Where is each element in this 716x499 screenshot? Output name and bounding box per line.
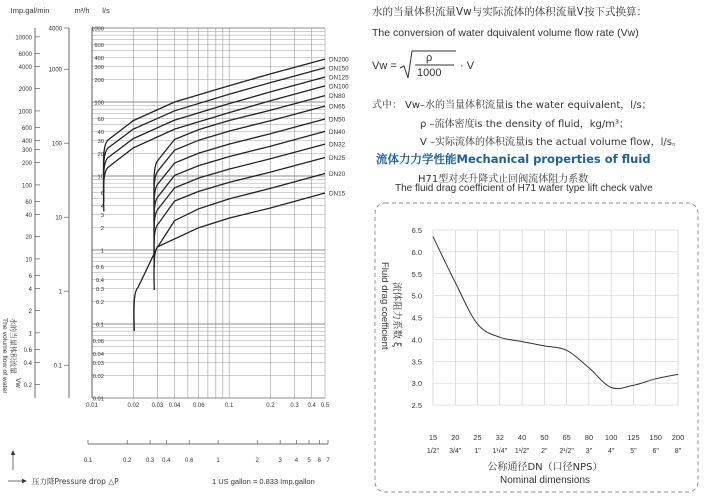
tick-label-bar: 0.02 xyxy=(127,403,140,409)
y-tick-label: 6.5 xyxy=(411,226,422,235)
up-arrow-head xyxy=(11,450,15,455)
tick-label-bar: 0.3 xyxy=(290,403,299,409)
tick-label-ls: 4 xyxy=(100,203,104,210)
column-header: Imp.gal/min xyxy=(10,6,50,15)
x-tick-nps: 5" xyxy=(630,448,637,455)
chart-dashed-border xyxy=(375,203,698,492)
y-tick-label: 5.0 xyxy=(411,291,422,301)
tick-label-impgal: 200 xyxy=(21,161,32,168)
series-line-dn20 xyxy=(154,174,325,291)
series-label: DN65 xyxy=(329,103,346,111)
x-tick-nps: 2" xyxy=(541,448,548,455)
x-tick-dn: 200 xyxy=(671,433,685,442)
x-axis-label-zh: 公称通径DN（口径NPS） xyxy=(487,462,603,473)
tick-label-impgal: 6 xyxy=(28,273,32,280)
y-tick-label: 5.5 xyxy=(411,269,422,279)
formula-rhs: · V xyxy=(460,60,475,72)
tick-label-ls: 20 xyxy=(97,152,104,159)
tick-label-ls: 30 xyxy=(97,139,104,146)
formula-lhs: Vw = xyxy=(372,60,397,72)
tick-label-ls: 10 xyxy=(97,174,104,181)
tick-label-bar: 0.1 xyxy=(224,403,234,409)
tick-label-impgal: 0.4 xyxy=(23,360,32,367)
tick-label-impgal: 60 xyxy=(25,199,32,206)
series-label: DN125 xyxy=(329,74,349,82)
conversion-line-zh: 水的当量体积流量Vw与实际流体的体积流量V按下式换算： xyxy=(372,6,647,18)
drag-chart-labels xyxy=(379,262,603,486)
y-axis-label-en: Fluid drag coefficient xyxy=(379,262,390,350)
tick-label-impgal: 4 xyxy=(28,286,32,293)
tick-label-impgal: 1 xyxy=(28,331,32,338)
definition-prefix: 式中： xyxy=(372,100,402,111)
tick-label-impgal: 6000 xyxy=(18,51,32,58)
conversion-line-en: The conversion of water dquivalent volume flow rate (Vw) xyxy=(372,27,639,39)
x-tick-dn: 65 xyxy=(562,433,571,442)
series-label: DN200 xyxy=(329,56,349,64)
tick-label-m3h: 100 xyxy=(51,141,62,148)
definition-rho: ρ –流体密度is the density of fluid，kg/m³； xyxy=(420,119,629,130)
tick-label-ls: 1 xyxy=(100,248,104,255)
column-header: l/s xyxy=(102,6,110,15)
tick-label-impgal: 400 xyxy=(21,138,32,145)
x-tick-nps: 3" xyxy=(585,448,593,455)
series-label: DN40 xyxy=(329,128,346,136)
tick-label-ls: 6 xyxy=(100,190,104,197)
section-title: 流体力力学性能Mechanical properties of fluid xyxy=(376,152,651,166)
x-tick-dn: 15 xyxy=(428,433,438,442)
tick-label-ls: 0.04 xyxy=(92,351,104,358)
nomograph-labels xyxy=(1,6,349,486)
tick-label-ls: 0.6 xyxy=(95,264,104,271)
series-label: DN150 xyxy=(329,65,349,73)
tick-label-impgal: 0.6 xyxy=(23,347,32,354)
tick-label-ls: 0.01 xyxy=(92,396,104,403)
y-tick-label: 4.5 xyxy=(411,313,422,323)
tick-label-impgal: 10 xyxy=(25,257,32,264)
tick-label-ls: 0.02 xyxy=(92,374,104,381)
series-label: DN50 xyxy=(329,116,346,124)
tick-label-impgal: 20 xyxy=(25,235,32,242)
y-tick-label: 3.0 xyxy=(411,379,422,389)
x-tick-dn: 25 xyxy=(473,433,482,442)
tick-label-bottom: 7 xyxy=(326,458,330,464)
tick-label-impgal: 100 xyxy=(21,183,32,190)
formula xyxy=(372,48,512,80)
x-tick-nps: 6" xyxy=(652,448,659,455)
tick-label-bottom: 0.4 xyxy=(162,458,171,464)
vertical-label-en: The volume flow of water xyxy=(1,318,8,394)
drag-coefficient-line xyxy=(433,237,678,389)
tick-label-impgal: 10000 xyxy=(15,35,32,42)
tick-label-bottom: 2 xyxy=(255,458,259,464)
tick-label-bottom: 4 xyxy=(294,458,299,464)
pressure-drop-label: 压力降Pressure drop △P xyxy=(32,477,119,486)
tick-label-ls: 0.03 xyxy=(92,361,104,368)
series-label: DN15 xyxy=(329,190,346,198)
tick-label-bottom: 3 xyxy=(278,458,282,464)
tick-label-ls: 0.2 xyxy=(95,300,104,307)
tick-label-bar: 0.01 xyxy=(86,403,98,409)
definition-vw: Vw–水的当量体积流量is the water equivalent，l/s； xyxy=(405,100,652,111)
y-tick-label: 2.5 xyxy=(411,401,422,410)
tick-label-m3h: 1000 xyxy=(48,67,62,74)
tick-label-ls: 60 xyxy=(97,116,104,123)
tick-label-impgal: 2000 xyxy=(18,87,32,94)
tick-label-m3h: 4000 xyxy=(48,26,62,33)
x-tick-dn: 40 xyxy=(517,433,527,442)
series-label: DN100 xyxy=(329,83,349,91)
definition-v: V –实际流体的体积流量is the actual volume flow，l/s。 xyxy=(420,137,682,148)
x-tick-nps: 1¹/4" xyxy=(492,448,508,455)
tick-label-ls: 1000 xyxy=(91,26,104,33)
x-tick-dn: 150 xyxy=(649,433,662,442)
tick-label-ls: 0.3 xyxy=(95,287,104,294)
tick-label-bottom: 6 xyxy=(317,458,321,464)
x-tick-nps: 1/2" xyxy=(426,448,440,455)
tick-label-impgal: 1000 xyxy=(18,109,32,116)
x-tick-nps: 8" xyxy=(674,448,682,455)
tick-label-m3h: 10 xyxy=(55,215,62,222)
x-tick-dn: 32 xyxy=(495,433,504,442)
tick-label-ls: 40 xyxy=(97,129,104,136)
x-tick-nps: 3/4" xyxy=(449,448,462,455)
tick-label-ls: 100 xyxy=(94,100,104,107)
tick-label-ls: 0.4 xyxy=(95,277,104,284)
column-header: m³/h xyxy=(74,6,90,15)
sqrt-sign xyxy=(398,48,498,82)
tick-label-bottom: 0.2 xyxy=(122,458,132,464)
tick-label-bottom: 1 xyxy=(216,458,220,464)
tick-label-impgal: 600 xyxy=(21,125,32,132)
tick-label-ls: 300 xyxy=(94,65,104,72)
tick-label-bottom: 5 xyxy=(307,458,311,464)
tick-label-impgal: 2 xyxy=(28,309,32,316)
series-line-dn15 xyxy=(134,193,325,331)
y-tick-label: 6.0 xyxy=(411,247,422,257)
x-axis-label-en: Nominal dimensions xyxy=(499,475,591,486)
tick-label-bar: 0.5 xyxy=(320,403,330,409)
tick-label-impgal: 4000 xyxy=(18,64,32,71)
tick-label-impgal: 300 xyxy=(21,148,32,155)
tick-label-m3h: 1 xyxy=(58,289,62,296)
tick-label-bottom: 0.6 xyxy=(185,458,194,464)
series-label: DN32 xyxy=(329,141,346,149)
tick-label-bottom: 0.3 xyxy=(145,458,155,464)
tick-label-ls: 0.1 xyxy=(95,322,104,329)
drag-subtitle-zh: H71型对夹升降式止回阀流体阻力系数 xyxy=(418,174,589,185)
tick-label-bar: 0.2 xyxy=(266,403,275,409)
y-tick-label: 3.5 xyxy=(411,357,422,367)
tick-label-ls: 0.06 xyxy=(92,338,104,345)
series-label: DN80 xyxy=(329,93,346,101)
tick-label-ls: 600 xyxy=(94,42,104,49)
nomograph-axes xyxy=(8,28,328,483)
series-line-dn200 xyxy=(103,59,325,184)
drag-subtitle-en: The fluid drag coefficient of H71 wafer type lift check valve xyxy=(395,183,653,194)
drag-chart-series xyxy=(433,237,678,389)
tick-label-impgal: 0.2 xyxy=(23,383,32,390)
vertical-label-vw: Vw xyxy=(14,378,21,388)
x-tick-nps: 1" xyxy=(474,448,481,455)
tick-label-ls: 400 xyxy=(94,55,104,62)
drag-chart-ticks xyxy=(412,226,685,455)
x-tick-nps: 1¹/2" xyxy=(514,448,530,455)
x-tick-dn: 80 xyxy=(584,433,594,442)
x-tick-dn: 100 xyxy=(604,433,618,442)
x-tick-dn: 20 xyxy=(451,433,460,442)
series-label: DN20 xyxy=(329,171,346,179)
tick-label-impgal: 40 xyxy=(25,212,32,219)
tick-label-ls: 3 xyxy=(100,213,104,220)
tick-label-bar: 0.4 xyxy=(307,403,316,409)
formula-denominator: 1000 xyxy=(417,67,442,79)
y-tick-label: 4.0 xyxy=(411,335,422,345)
tick-label-ls: 2 xyxy=(100,226,104,233)
x-tick-nps: 4" xyxy=(607,448,615,455)
x-tick-dn: 125 xyxy=(627,433,640,442)
tick-label-bottom: 0.1 xyxy=(83,458,93,464)
y-axis-label-zh: 流体阻力系数 ξ xyxy=(391,282,402,348)
tick-label-m3h: 0.1 xyxy=(53,363,62,370)
x-tick-nps: 2¹/2" xyxy=(559,448,574,455)
formula-numerator: ρ xyxy=(426,52,433,64)
tick-label-bar: 0.03 xyxy=(151,403,164,409)
series-label: DN25 xyxy=(329,154,346,162)
x-tick-dn: 50 xyxy=(540,433,549,442)
tick-label-ls: 200 xyxy=(94,78,104,85)
right-arrow-head xyxy=(22,479,27,483)
gallon-note: 1 US gallon = 0.833 Imp.gallon xyxy=(212,477,315,486)
drag-chart-grid xyxy=(433,230,678,405)
nomograph-grid xyxy=(92,28,325,398)
tick-label-bar: 0.06 xyxy=(192,403,205,409)
vertical-label-zh: 水的当量体积流量 xyxy=(9,318,17,374)
tick-label-bar: 0.04 xyxy=(168,403,181,409)
